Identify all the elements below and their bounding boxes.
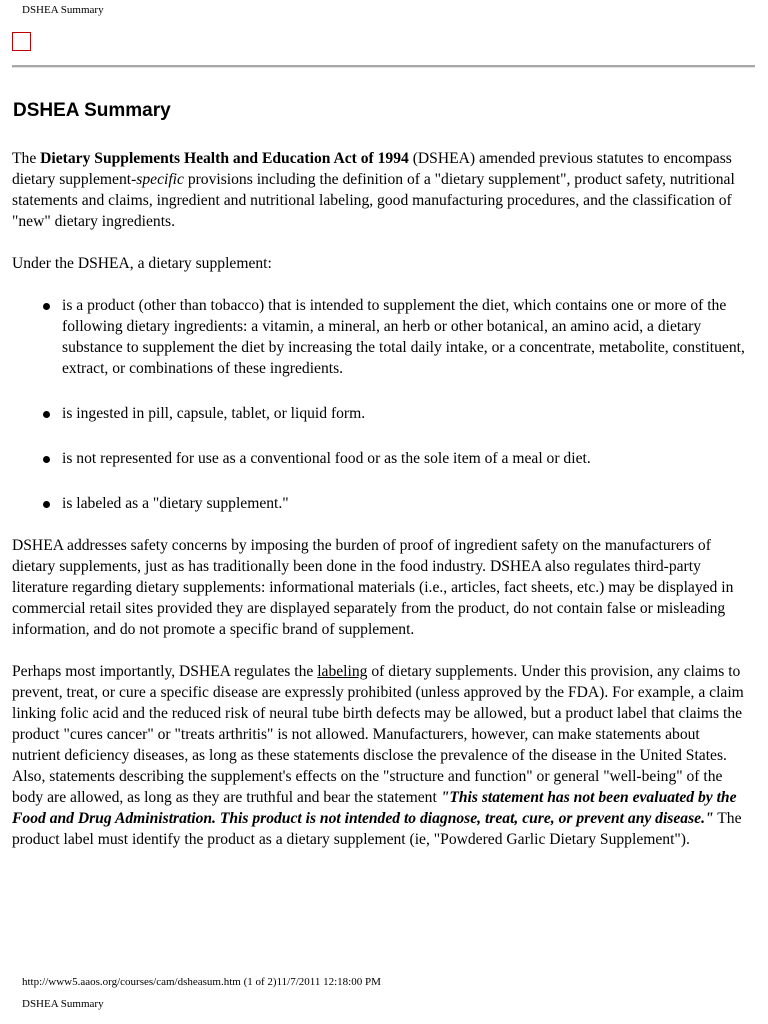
bullet-icon	[43, 501, 50, 508]
list-intro: Under the DSHEA, a dietary supplement:	[12, 255, 272, 272]
intro-lead: The	[12, 150, 41, 167]
broken-image-icon	[12, 32, 31, 51]
intro-italic-word: specific	[136, 171, 184, 188]
labeling-text-1: Perhaps most importantly, DSHEA regulates the	[12, 663, 318, 680]
page-title: DSHEA Summary	[13, 100, 171, 121]
list-item-text: is labeled as a "dietary supplement."	[62, 495, 289, 512]
act-name: Dietary Supplements Health and Education Act of 1994	[40, 150, 409, 167]
labeling-text-3: The product label must identify the product as a dietary supplement (ie, "Powdered Garlic Dietary Supplement").	[12, 810, 742, 848]
list-item	[62, 448, 752, 469]
intro-text-2: provisions including the definition of a "dietary supplement", product safety, nutritional statements and claims, ingredient and nutritional labeling, good manufacturing procedures, and the classification of "new" dietary ingredients.	[12, 171, 735, 230]
fda-disclaimer: "This statement has not been evaluated by the Food and Drug Administration. This product is not intended to diagnose, treat, cure, or prevent any disease."	[12, 789, 737, 827]
labeling-paragraph	[12, 661, 752, 850]
list-item	[62, 403, 752, 424]
safety-paragraph: DSHEA addresses safety concerns by imposing the burden of proof of ingredient safety on the manufacturers of dietary supplements, just as has traditionally been done in the food industry. DSHEA also regulates third-party literature regarding dietary supplements: informational materials (i.e., articles, fact sheets, etc.) may be displayed in commercial retail sites provided they are displayed separately from the product, do not contain false or misleading information, and do not promote a specific brand of supplement.	[12, 537, 734, 638]
browser-page-title: DSHEA Summary	[22, 4, 104, 16]
bullet-icon	[43, 411, 50, 418]
list-item	[62, 493, 752, 514]
intro-text-1: (DSHEA) amended previous statutes to encompass dietary supplement-	[12, 150, 732, 188]
list-item-text: is not represented for use as a conventional food or as the sole item of a meal or diet.	[62, 450, 591, 467]
list-item-text: is ingested in pill, capsule, tablet, or liquid form.	[62, 405, 366, 422]
intro-paragraph	[12, 148, 752, 232]
list-item	[62, 295, 752, 379]
document-body	[12, 148, 752, 871]
bullet-icon	[43, 303, 50, 310]
footer-url: http://www5.aaos.org/courses/cam/dsheasum.htm (1 of 2)11/7/2011 12:18:00 PM	[22, 976, 381, 988]
definition-list	[12, 295, 752, 514]
list-item-text: is a product (other than tobacco) that is intended to supplement the diet, which contains one or more of the following dietary ingredients: a vitamin, a mineral, an herb or other botanical, an amino acid, a dietary substance to supplement the diet by increasing the total daily intake, or a concentrate, metabolite, constituent, extract, or combinations of these ingredients.	[62, 297, 745, 377]
bullet-icon	[43, 456, 50, 463]
horizontal-rule	[12, 65, 755, 68]
footer-title: DSHEA Summary	[22, 998, 104, 1010]
labeling-link[interactable]: labeling	[317, 663, 368, 680]
labeling-text-2: of dietary supplements. Under this provision, any claims to prevent, treat, or cure a specific disease are expressly prohibited (unless approved by the FDA). For example, a claim linking folic acid and the reduced risk of neural tube birth defects may be allowed, but a product label that claims the product "cures cancer" or "treats arthritis" is not allowed. Manufacturers, however, can make statements about nutrient deficiency diseases, as long as these statements disclose the prevalence of the disease in the United States. Also, statements describing the supplement's effects on the "structure and function" or general "well-being" of the body are allowed, as long as they are truthful and bear the statement	[12, 663, 744, 806]
